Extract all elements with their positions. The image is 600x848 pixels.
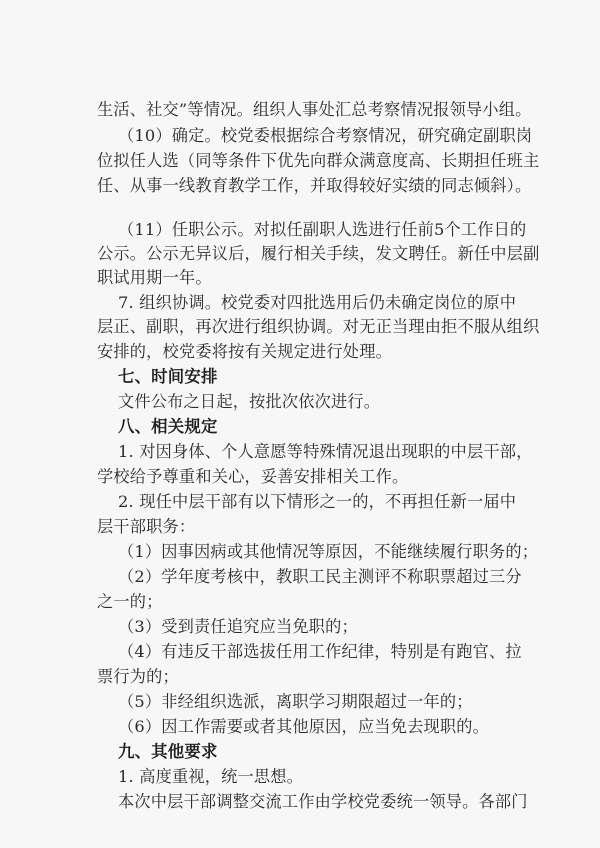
text-line: 本次中层干部调整交流工作由学校党委统一领导。各部门	[118, 792, 528, 811]
section-heading: 八、相关规定	[118, 417, 218, 436]
text-line: （4）有违反干部选拔任用工作纪律，特别是有跑官、拉	[118, 642, 522, 661]
text-line: （11）任职公示。对拟任副职人选进行任前5个工作日的	[118, 220, 527, 239]
text-line: （6）因工作需要或者其他原因，应当免去现职的。	[118, 717, 490, 736]
text-line: （1）因事因病或其他情况等原因，不能继续履行职务的；	[118, 542, 539, 561]
section-heading: 九、其他要求	[118, 742, 218, 761]
text-line: 层干部职务：	[97, 517, 196, 536]
text-line: 之一的；	[97, 592, 163, 611]
text-line: 2. 现任中层干部有以下情形之一的，不再担任新一届中	[118, 492, 517, 511]
text-line: 7. 组织协调。校党委对四批选用后仍未确定岗位的原中	[118, 293, 517, 312]
text-line: 1. 高度重视，统一思想。	[118, 767, 304, 786]
text-line: 票行为的；	[97, 667, 179, 686]
text-line: 层正、副职，再次进行组织协调。对无正当理由拒不服从组织	[97, 317, 540, 336]
text-line: 安排的，校党委将按有关规定进行处理。	[97, 342, 392, 361]
text-line: 任、从事一线教育教学工作，并取得较好实绩的同志倾斜）。	[97, 176, 532, 195]
section-heading: 七、时间安排	[118, 367, 218, 386]
text-line: （3）受到责任追究应当免职的；	[118, 617, 358, 636]
text-line: （2）学年度考核中，教职工民主测评不称职票超过三分	[118, 567, 522, 586]
text-line: 生活、社交”等情况。组织人事处汇总考察情况报领导小组。	[97, 100, 532, 119]
text-line: 学校给予尊重和关心，妥善安排相关工作。	[97, 467, 409, 486]
text-line: 1. 对因身体、个人意愿等特殊情况退出现职的中层干部，	[118, 442, 533, 461]
text-line: 公示。公示无异议后，履行相关手续，发文聘任。新任中层副	[97, 244, 540, 263]
text-line: 文件公布之日起，按批次依次进行。	[118, 392, 381, 411]
text-line: （10）确定。校党委根据综合考察情况，研究确定副职岗	[118, 126, 533, 145]
text-line: （5）非经组织选派，离职学习期限超过一年的；	[118, 692, 473, 711]
text-line: 职试用期一年。	[97, 268, 212, 287]
text-line: 位拟任人选（同等条件下优先向群众满意度高、长期担任班主	[97, 151, 540, 170]
